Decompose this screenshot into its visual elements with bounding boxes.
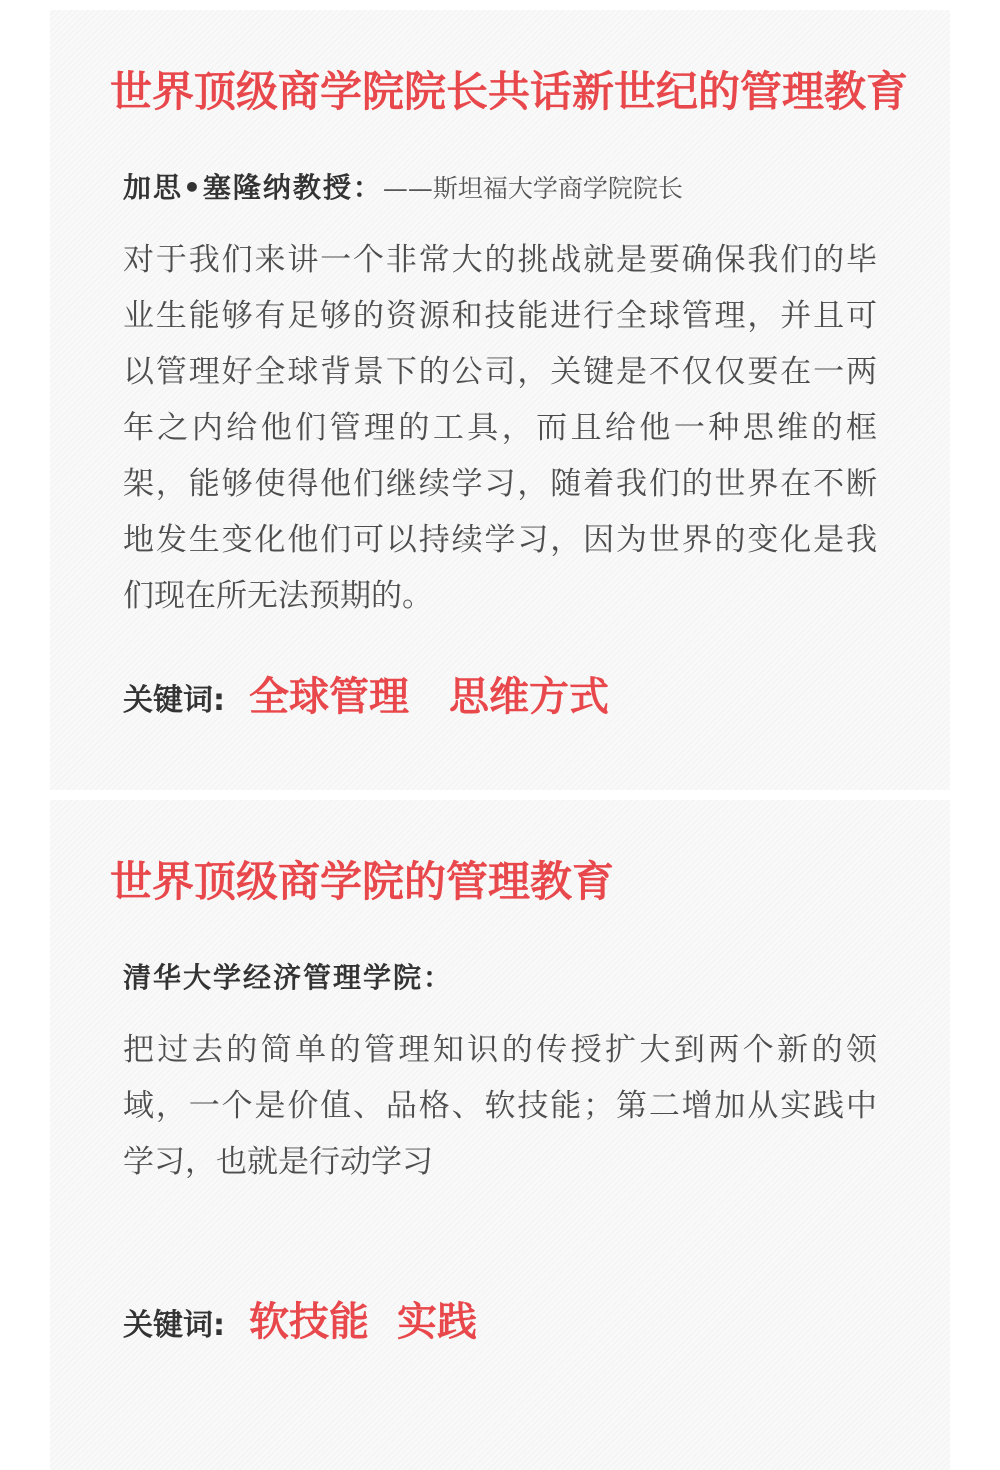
card-title: 世界顶级商学院的管理教育 — [110, 857, 615, 906]
keyword-tag: 实践 — [397, 1299, 477, 1345]
paragraph-line: 业生能够有足够的资源和技能进行全球管理，并且可 — [123, 298, 877, 334]
paragraph-line: 学习，也就是行动学习 — [123, 1144, 433, 1180]
speaker-name: 清华大学经济管理学院： — [123, 961, 454, 994]
paragraph-line: 域，一个是价值、品格、软技能；第二增加从实践中 — [123, 1088, 877, 1124]
speaker-line — [123, 958, 453, 998]
quote-paragraph — [123, 232, 877, 624]
speaker-role: ——斯坦福大学商学院院长 — [382, 174, 683, 203]
quote-paragraph — [123, 1022, 877, 1190]
keywords-row — [123, 667, 609, 727]
speaker-line — [123, 168, 683, 208]
paragraph-line: 们现在所无法预期的。 — [123, 578, 433, 614]
paragraph-line: 以管理好全球背景下的公司，关键是不仅仅要在一两 — [123, 354, 877, 390]
paragraph-line: 年之内给他们管理的工具，而且给他一种思维的框 — [123, 410, 877, 446]
paragraph-line: 架，能够使得他们继续学习，随着我们的世界在不断 — [123, 466, 877, 502]
keyword-tag: 软技能 — [249, 1299, 369, 1345]
paragraph-line: 把过去的简单的管理知识的传授扩大到两个新的领 — [123, 1032, 877, 1068]
card-title: 世界顶级商学院院长共话新世纪的管理教育 — [110, 67, 909, 116]
keyword-tag: 全球管理 — [249, 674, 409, 720]
speaker-name: 加思•塞隆纳教授： — [123, 171, 383, 204]
keywords-row — [123, 1292, 477, 1352]
paragraph-line: 地发生变化他们可以持续学习，因为世界的变化是我 — [123, 522, 877, 558]
keyword-tag: 思维方式 — [449, 674, 609, 720]
paragraph-line: 对于我们来讲一个非常大的挑战就是要确保我们的毕 — [123, 242, 877, 278]
keywords-label: 关键词: — [123, 1308, 225, 1343]
article-card — [50, 800, 950, 1470]
keywords-label: 关键词: — [123, 683, 225, 718]
article-card — [50, 10, 950, 790]
